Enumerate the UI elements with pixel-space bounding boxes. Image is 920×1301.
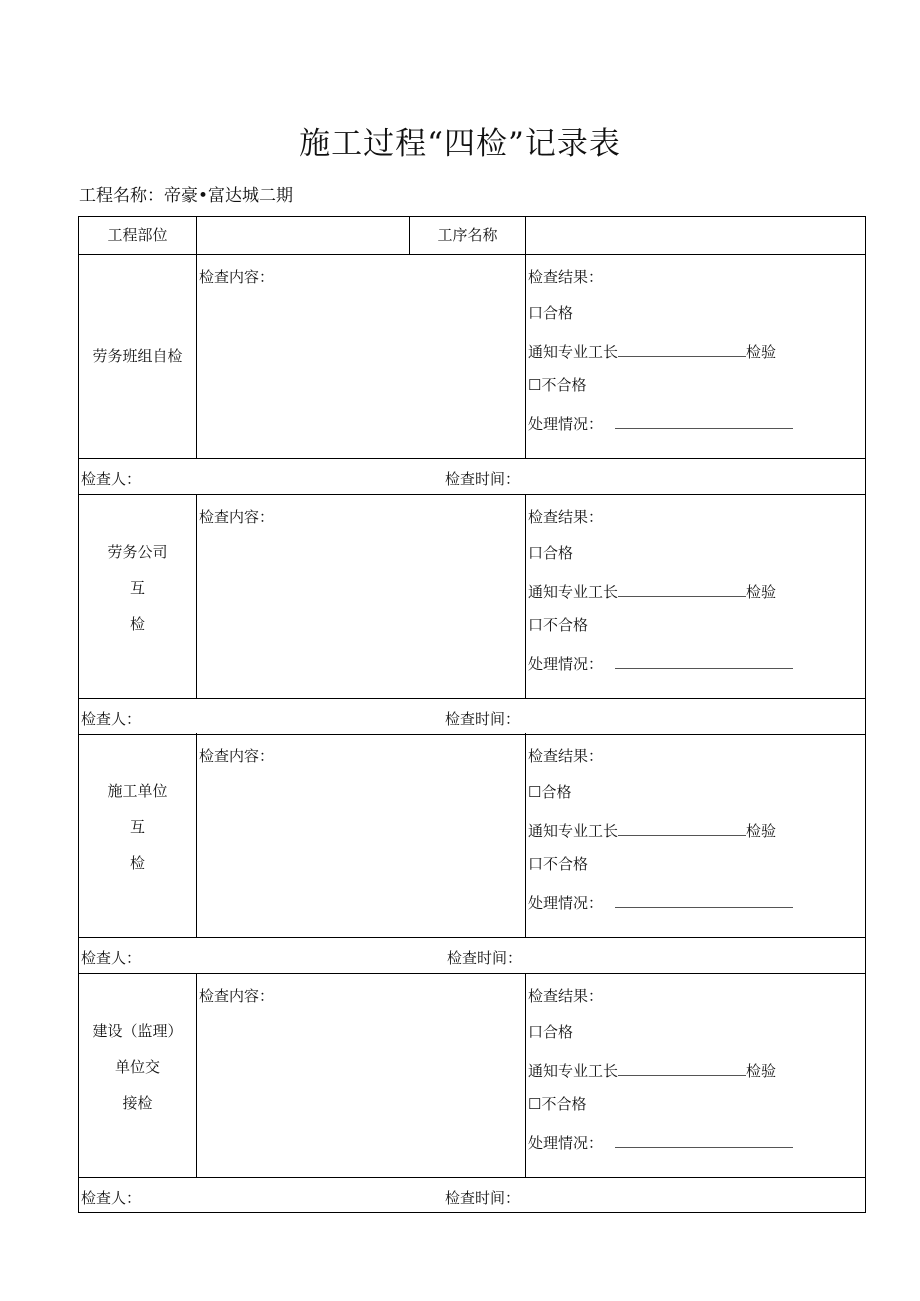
inspection-time-label: 检查时间： — [445, 1189, 521, 1207]
inspector-field[interactable] — [139, 1179, 439, 1211]
foreman-blank[interactable] — [618, 1061, 746, 1076]
part-field[interactable] — [198, 218, 407, 252]
inspection-time-field[interactable] — [524, 700, 859, 732]
result-label: 检查结果： — [528, 747, 604, 765]
inspector-label: 检查人： — [81, 949, 142, 967]
section-label-line: 互 — [129, 579, 145, 597]
divider — [525, 733, 526, 937]
section-label-line: 检 — [129, 854, 145, 872]
section-label-line: 检 — [129, 615, 145, 633]
inspection-time-label: 检查时间： — [447, 949, 523, 967]
divider — [196, 973, 197, 1177]
section-label-line: 互 — [129, 818, 145, 836]
notify-suffix: 检验 — [746, 822, 777, 840]
inspection-time-label: 检查时间： — [445, 470, 521, 488]
divider — [79, 937, 865, 938]
section-label-line: 单位交 — [114, 1058, 160, 1076]
notify-suffix: 检验 — [746, 583, 777, 601]
divider — [525, 494, 526, 698]
section-label — [79, 534, 196, 642]
notify-prefix: 通知专业工长 — [528, 1062, 619, 1080]
section-label-line: 劳务公司 — [107, 543, 168, 561]
notify-suffix: 检验 — [746, 343, 777, 361]
content-field[interactable] — [198, 294, 523, 454]
handling-blank[interactable] — [615, 893, 793, 908]
content-field[interactable] — [198, 773, 523, 933]
section-label — [79, 1013, 196, 1121]
inspection-time-field[interactable] — [524, 460, 859, 492]
divider — [196, 494, 197, 698]
section-label — [79, 338, 196, 374]
divider — [79, 698, 865, 699]
inspection-time-field[interactable] — [524, 1179, 859, 1211]
content-label: 检查内容： — [199, 747, 275, 765]
fail-checkbox[interactable]: 口不合格 — [528, 616, 589, 634]
inspector-field[interactable] — [139, 700, 439, 732]
inspector-label: 检查人： — [81, 470, 142, 488]
process-label: 工序名称 — [437, 226, 498, 244]
divider — [525, 254, 526, 458]
inspector-label: 检查人： — [81, 1189, 142, 1207]
divider — [196, 254, 197, 458]
inspector-field[interactable] — [139, 939, 439, 971]
notify-prefix: 通知专业工长 — [528, 583, 619, 601]
section-label — [79, 773, 196, 881]
result-label: 检查结果： — [528, 508, 604, 526]
fail-checkbox[interactable]: 口不合格 — [528, 855, 589, 873]
notify-prefix: 通知专业工长 — [528, 343, 619, 361]
inspector-field[interactable] — [139, 460, 439, 492]
handling-blank[interactable] — [615, 654, 793, 669]
foreman-blank[interactable] — [618, 342, 746, 357]
inspector-label: 检查人： — [81, 710, 142, 728]
page-title: 施工过程“四检”记录表 — [299, 126, 621, 162]
inspection-form — [78, 216, 866, 1213]
handling-blank[interactable] — [615, 1133, 793, 1148]
content-label: 检查内容： — [199, 268, 275, 286]
content-label: 检查内容： — [199, 987, 275, 1005]
fail-checkbox[interactable]: ☐不合格 — [528, 1095, 587, 1113]
divider — [79, 1177, 865, 1178]
notify-row — [528, 821, 776, 839]
pass-checkbox[interactable]: ☐合格 — [528, 783, 572, 801]
pass-checkbox[interactable]: 口合格 — [528, 1023, 574, 1041]
project-name-value: 帝豪•富达城二期 — [164, 186, 294, 206]
handling-label: 处理情况： — [528, 894, 604, 912]
handling-row — [528, 414, 793, 432]
notify-suffix: 检验 — [746, 1062, 777, 1080]
divider — [196, 733, 197, 937]
divider — [79, 458, 865, 459]
section-label-line: 劳务班组自检 — [92, 347, 183, 365]
inspection-time-label: 检查时间： — [445, 710, 521, 728]
project-name-label: 工程名称： — [79, 186, 164, 206]
project-name-line — [79, 181, 293, 206]
content-field[interactable] — [198, 1013, 523, 1173]
result-label: 检查结果： — [528, 268, 604, 286]
content-field[interactable] — [198, 534, 523, 694]
handling-label: 处理情况： — [528, 1134, 604, 1152]
section-label-line: 接检 — [122, 1094, 153, 1112]
handling-label: 处理情况： — [528, 415, 604, 433]
handling-row — [528, 1133, 793, 1151]
handling-row — [528, 893, 793, 911]
notify-row — [528, 342, 776, 360]
handling-label: 处理情况： — [528, 655, 604, 673]
foreman-blank[interactable] — [618, 821, 746, 836]
section-label-line: 建设（监理） — [92, 1022, 183, 1040]
content-label: 检查内容： — [199, 508, 275, 526]
fail-checkbox[interactable]: ☐不合格 — [528, 376, 587, 394]
notify-prefix: 通知专业工长 — [528, 822, 619, 840]
part-label: 工程部位 — [107, 226, 168, 244]
inspection-time-field[interactable] — [524, 939, 859, 971]
handling-blank[interactable] — [615, 414, 793, 429]
result-label: 检查结果： — [528, 987, 604, 1005]
pass-checkbox[interactable]: 口合格 — [528, 544, 574, 562]
pass-checkbox[interactable]: 口合格 — [528, 304, 574, 322]
foreman-blank[interactable] — [618, 582, 746, 597]
divider — [525, 973, 526, 1177]
section-label-line: 施工单位 — [107, 782, 168, 800]
notify-row — [528, 1061, 776, 1079]
notify-row — [528, 582, 776, 600]
process-field[interactable] — [527, 218, 863, 252]
handling-row — [528, 654, 793, 672]
